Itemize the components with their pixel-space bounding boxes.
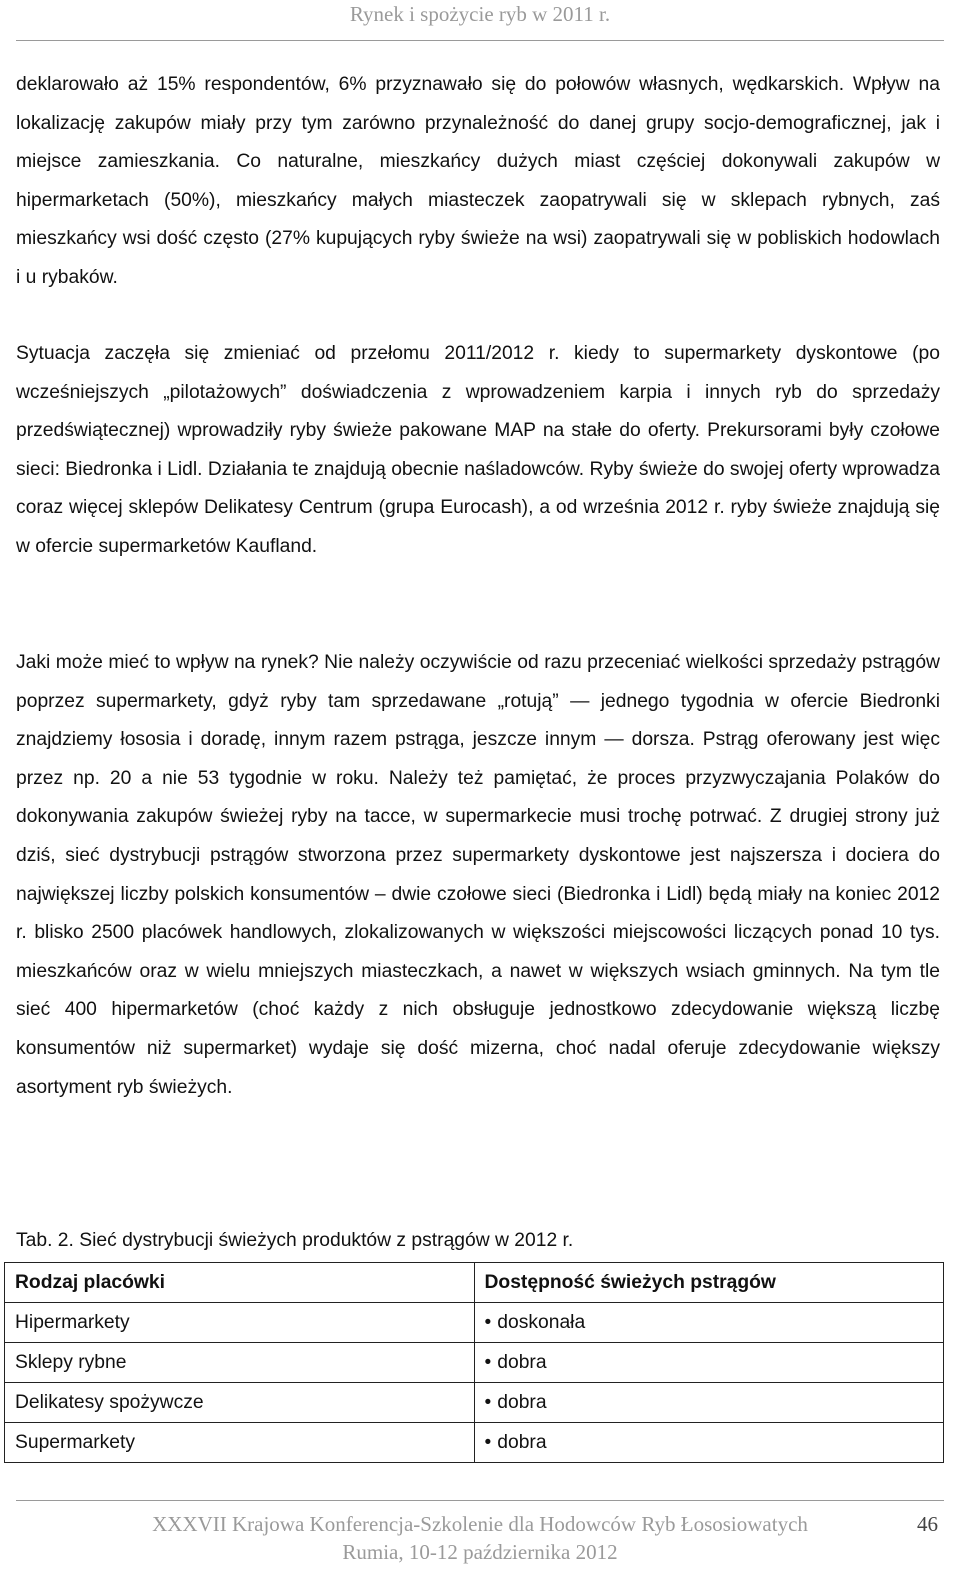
- paragraph-3: Jaki może mieć to wpływ na rynek? Nie należy oczywiście od razu przeceniać wielkości sprzedaży pstrągów poprzez supermarkety, gdyż ryby tam sprzedawane „rotują” — jednego tygodnia w ofercie Biedronki znajdziemy łososia i doradę, innym razem pstrąga, jeszcze innym — dorsza. Pstrąg oferowany jest więc przez np. 20 a nie 53 tygodnie w roku. Należy też pamiętać, że proces przyzwyczajania Polaków do dokonywania zakupów świeżej ryby na tacce, w supermarkecie musi trochę potrwać. Z drugiej strony już dziś, sieć dystrybucji pstrągów stworzona przez supermarkety dyskontowe jest najszersza i dociera do największej liczby polskich konsumentów – dwie czołowe sieci (Biedronka i Lidl) będą miały na koniec 2012 r. blisko 2500 placówek handlowych, zlokalizowanych w większości miejscowości liczących ponad 10 tys. mieszkańców oraz w wielu mniejszych miasteczkach, a nawet w większych wsiach gminnych. Na tym tle sieć 400 hipermarketów (choć każdy z nich obsługuje jednostkowo zdecydowanie większą liczbę konsumentów niż supermarket) wydaje się dość mizerna, choć nadal oferuje zdecydowanie większy asortyment ryb świeżych.: [16, 652, 940, 1098]
- distribution-table: [4, 1262, 944, 1463]
- table-cell-type: Supermarkety: [5, 1423, 475, 1463]
- bullet-icon: •: [484, 1431, 492, 1453]
- table-row: [5, 1303, 944, 1343]
- table-cell-availability: [474, 1423, 944, 1463]
- header-divider: [16, 40, 944, 41]
- bullet-icon: •: [484, 1351, 492, 1373]
- availability-value: doskonała: [497, 1311, 586, 1333]
- table-caption: Tab. 2. Sieć dystrybucji świeżych produktów z pstrągów w 2012 r.: [16, 1230, 574, 1251]
- availability-value: dobra: [497, 1431, 547, 1453]
- table-cell-type: Delikatesy spożywcze: [5, 1383, 475, 1423]
- table-row: [5, 1343, 944, 1383]
- footer-conference-title: XXXVII Krajowa Konferencja-Szkolenie dla Hodowców Ryb Łososiowatych: [152, 1512, 808, 1536]
- table-header-cell: Rodzaj placówki: [5, 1263, 475, 1303]
- table-header-cell: Dostępność świeżych pstrągów: [474, 1263, 944, 1303]
- table-row: [5, 1383, 944, 1423]
- table-cell-availability: [474, 1303, 944, 1343]
- table-header-row: [5, 1263, 944, 1303]
- availability-value: dobra: [497, 1391, 547, 1413]
- running-header: Rynek i spożycie ryb w 2011 r.: [349, 2, 611, 26]
- bullet-icon: •: [484, 1311, 492, 1333]
- table-cell-availability: [474, 1343, 944, 1383]
- table-cell-availability: [474, 1383, 944, 1423]
- footer-divider: [16, 1500, 944, 1501]
- table-cell-type: Sklepy rybne: [5, 1343, 475, 1383]
- bullet-icon: •: [484, 1391, 492, 1413]
- paragraph-1: deklarowało aż 15% respondentów, 6% przyznawało się do połowów własnych, wędkarskich. Wpływ na lokalizację zakupów miały przy tym zarówno przynależność do danej grupy socjo-demograficznej, jak i miejsce zamieszkania. Co naturalne, mieszkańcy dużych miast częściej dokonywali zakupów w hipermarketach (50%), mieszkańcy małych miasteczek zaopatrywali się w sklepach rybnych, zaś mieszkańcy wsi dość często (27% kupujących ryby świeże na wsi) zaopatrywali się w pobliskich hodowlach i u rybaków.: [16, 74, 940, 288]
- footer-place-date: Rumia, 10-12 października 2012: [342, 1540, 618, 1564]
- availability-value: dobra: [497, 1351, 547, 1373]
- table-row: [5, 1423, 944, 1463]
- page-number: 46: [917, 1512, 938, 1536]
- table-cell-type: Hipermarkety: [5, 1303, 475, 1343]
- paragraph-2: Sytuacja zaczęła się zmieniać od przełomu 2011/2012 r. kiedy to supermarkety dyskontowe (po wcześniejszych „pilotażowych” doświadczenia z wprowadzeniem karpia i innych ryb do sprzedaży przedświątecznej) wprowadziły ryby świeże pakowane MAP na stałe do oferty. Prekursorami były czołowe sieci: Biedronka i Lidl. Działania te znajdują obecnie naśladowców. Ryby świeże do swojej oferty wprowadza coraz więcej sklepów Delikatesy Centrum (grupa Eurocash), a od września 2012 r. ryby świeże znajdują się w ofercie supermarketów Kaufland.: [16, 343, 940, 557]
